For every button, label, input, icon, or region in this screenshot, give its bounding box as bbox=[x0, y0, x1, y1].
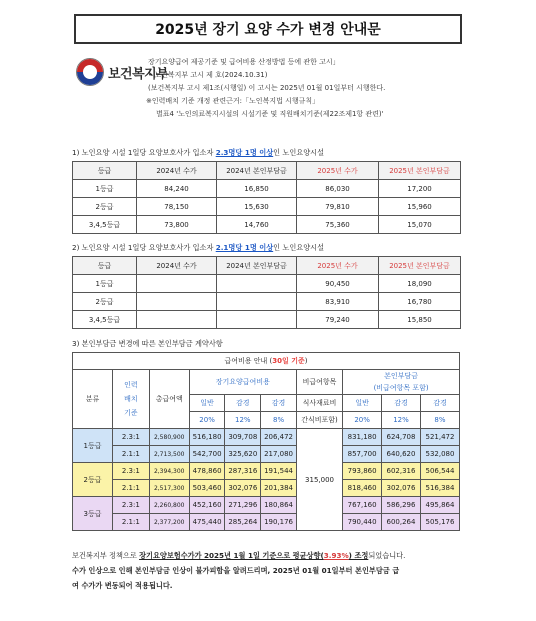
nonpay-value: 315,000 bbox=[296, 429, 342, 531]
footer-line1-b: 장기요양보험수가가 2025년 1월 1일 기준으로 평균상향( bbox=[139, 551, 324, 560]
header-2024-fee: 2024년 수가 bbox=[137, 257, 217, 275]
table-cell: 79,240 bbox=[297, 311, 379, 329]
section1-table bbox=[72, 161, 461, 234]
rate-cell: 8% bbox=[261, 412, 297, 429]
footer-line-1 bbox=[72, 548, 405, 563]
table-cell: 1등급 bbox=[73, 180, 137, 198]
table-header-row bbox=[73, 162, 461, 180]
grade-label: 3등급 bbox=[73, 497, 113, 531]
grade-label: 2등급 bbox=[73, 463, 113, 497]
table-cell: 505,176 bbox=[420, 514, 459, 531]
table-cell: 624,708 bbox=[382, 429, 421, 446]
table-row bbox=[73, 293, 461, 311]
notice-line-2: • 보건복지부 고시 제 호(2024.10.31) bbox=[148, 71, 268, 79]
section2-highlight: 2.1명당 1명 이상 bbox=[215, 243, 274, 252]
header-staff-ratio bbox=[112, 370, 149, 429]
table-cell: 793,860 bbox=[343, 463, 382, 480]
table-cell: 475,440 bbox=[189, 514, 225, 531]
rate-cell: 8% bbox=[420, 412, 459, 429]
table-row bbox=[73, 480, 460, 497]
notice-line-1: 장기요양급여 제공기준 및 급여비용 산정방법 등에 관한 고시」 bbox=[148, 58, 340, 66]
table-header-row bbox=[73, 257, 461, 275]
footer-text bbox=[72, 548, 405, 593]
table-cell: 3,4,5등급 bbox=[73, 311, 137, 329]
table-cell: 2.3:1 bbox=[112, 497, 149, 514]
table-row bbox=[73, 497, 460, 514]
header-2025-fee: 2025년 수가 bbox=[297, 162, 379, 180]
table-cell: 2.1:1 bbox=[112, 514, 149, 531]
table-cell: 15,070 bbox=[379, 216, 461, 234]
section2-table bbox=[72, 256, 461, 329]
table-cell: 15,630 bbox=[217, 198, 297, 216]
table-row bbox=[73, 180, 461, 198]
table-row bbox=[73, 311, 461, 329]
page-title-text: 2025년 장기 요양 수가 변경 안내문 bbox=[155, 22, 381, 38]
table-cell: 75,360 bbox=[297, 216, 379, 234]
table-row bbox=[73, 463, 460, 480]
table-cell: 2,713,500 bbox=[149, 446, 189, 463]
table-cell bbox=[217, 275, 297, 293]
section1-prefix: 1) 노인요양 시설 1일당 요양보호사가 입소자 bbox=[72, 148, 216, 157]
table-cell: 2,260,800 bbox=[149, 497, 189, 514]
header-total: 총급여액 bbox=[149, 370, 189, 429]
section2-suffix: 인 노인요양시설 bbox=[273, 243, 325, 252]
table-row bbox=[73, 429, 460, 446]
table-cell: 15,850 bbox=[379, 311, 461, 329]
table-cell: 217,080 bbox=[261, 446, 297, 463]
header-copay-sub: (비급여항목 포함) bbox=[373, 384, 429, 392]
table-cell bbox=[217, 293, 297, 311]
table-cell: 532,080 bbox=[420, 446, 459, 463]
table-cell: 14,760 bbox=[217, 216, 297, 234]
rate-cell: 12% bbox=[382, 412, 421, 429]
table-cell: 542,700 bbox=[189, 446, 225, 463]
table-cell: 767,160 bbox=[343, 497, 382, 514]
page-title bbox=[74, 14, 462, 44]
table-cell: 16,780 bbox=[379, 293, 461, 311]
table-cell: 201,384 bbox=[261, 480, 297, 497]
table-cell: 83,910 bbox=[297, 293, 379, 311]
table-cell: 271,296 bbox=[225, 497, 261, 514]
header-2024-fee: 2024년 수가 bbox=[137, 162, 217, 180]
table-cell: 586,296 bbox=[382, 497, 421, 514]
table-cell: 516,384 bbox=[420, 480, 459, 497]
rate-cell: 20% bbox=[343, 412, 382, 429]
section2-prefix: 2) 노인요양 시설 1일당 요양보호사가 입소자 bbox=[72, 243, 216, 252]
table-cell: 831,180 bbox=[343, 429, 382, 446]
table-cell: 516,180 bbox=[189, 429, 225, 446]
header-2025-fee: 2025년 수가 bbox=[297, 257, 379, 275]
table-cell bbox=[137, 293, 217, 311]
notice-line-3: (보건복지부 고시 제1조(시행일) 이 고시는 2025년 01월 01일부터 시행한다. bbox=[148, 84, 386, 92]
header-2025-copay: 2025년 본인부담금 bbox=[379, 257, 461, 275]
table-cell: 2,580,900 bbox=[149, 429, 189, 446]
footer-line1-pct: 3.93% bbox=[323, 551, 349, 560]
header-2024-copay: 2024년 본인부담금 bbox=[217, 257, 297, 275]
table-cell: 190,176 bbox=[261, 514, 297, 531]
table-cell: 640,620 bbox=[382, 446, 421, 463]
header-copay bbox=[343, 370, 460, 395]
footer-line-3: 여 수가가 변동되어 적용됩니다. bbox=[72, 581, 173, 590]
table-cell: 452,160 bbox=[189, 497, 225, 514]
table-cell: 84,240 bbox=[137, 180, 217, 198]
table-cell: 90,450 bbox=[297, 275, 379, 293]
subheader-general: 일반 bbox=[343, 395, 382, 412]
table-title-row bbox=[73, 353, 460, 370]
subheader-meal: 식사재료비 bbox=[296, 395, 342, 412]
table-cell: 309,708 bbox=[225, 429, 261, 446]
table-cell: 302,076 bbox=[225, 480, 261, 497]
table-cell: 506,544 bbox=[420, 463, 459, 480]
table-cell: 790,440 bbox=[343, 514, 382, 531]
section1-suffix: 인 노인요양시설 bbox=[273, 148, 325, 157]
subheader-reduced: 감경 bbox=[420, 395, 459, 412]
notice-block bbox=[148, 56, 385, 121]
header-2024-copay: 2024년 본인부담금 bbox=[217, 162, 297, 180]
table-cell: 495,864 bbox=[420, 497, 459, 514]
table-cell: 503,460 bbox=[189, 480, 225, 497]
subheader-reduced: 감경 bbox=[225, 395, 261, 412]
table-cell bbox=[137, 311, 217, 329]
table-title-text: 급여비용 안내 ( bbox=[224, 357, 273, 365]
table-cell: 602,316 bbox=[382, 463, 421, 480]
notice-line-4: ※인력배치 기준 개정 관련근거:「노인복지법 시행규칙」 bbox=[146, 97, 320, 105]
header-2025-copay: 2025년 본인부담금 bbox=[379, 162, 461, 180]
table-cell: 325,620 bbox=[225, 446, 261, 463]
table-cell: 78,150 bbox=[137, 198, 217, 216]
table-cell: 478,860 bbox=[189, 463, 225, 480]
table-cell: 2,394,300 bbox=[149, 463, 189, 480]
table-cell: 206,472 bbox=[261, 429, 297, 446]
table-row bbox=[73, 198, 461, 216]
table-title-highlight: 30일 기준 bbox=[272, 357, 305, 365]
header-nonpay: 비급여항목 bbox=[296, 370, 342, 395]
table-cell: 15,960 bbox=[379, 198, 461, 216]
table-cell: 521,472 bbox=[420, 429, 459, 446]
table-cell: 180,864 bbox=[261, 497, 297, 514]
table-cell bbox=[137, 275, 217, 293]
table-cell bbox=[217, 311, 297, 329]
rate-cell: 12% bbox=[225, 412, 261, 429]
table-cell: 287,316 bbox=[225, 463, 261, 480]
section1-highlight: 2.3명당 1명 이상 bbox=[215, 148, 274, 157]
table-cell: 17,200 bbox=[379, 180, 461, 198]
table-cell: 2,517,300 bbox=[149, 480, 189, 497]
footer-line1-c: ) 조정 bbox=[348, 551, 369, 560]
table-cell: 2.3:1 bbox=[112, 463, 149, 480]
taeguk-icon bbox=[76, 58, 104, 86]
table-cell: 285,264 bbox=[225, 514, 261, 531]
section2-heading bbox=[72, 243, 324, 253]
table-cell: 600,264 bbox=[382, 514, 421, 531]
table-row bbox=[73, 216, 461, 234]
notice-line-5: 별표4 '노인의료복지시설의 시설기준 및 직원배치기준(제22조제1항 관련)' bbox=[156, 110, 384, 118]
section3-table bbox=[72, 352, 460, 531]
subheader-reduced: 감경 bbox=[261, 395, 297, 412]
header-grade: 등급 bbox=[73, 162, 137, 180]
table-cell: 18,090 bbox=[379, 275, 461, 293]
table-cell: 2.3:1 bbox=[112, 429, 149, 446]
table-header-row bbox=[73, 370, 460, 395]
table-cell: 2등급 bbox=[73, 198, 137, 216]
section3-heading: 3) 본인부담금 변경에 따른 본인부담금 계약사항 bbox=[72, 339, 223, 348]
table-cell: 191,544 bbox=[261, 463, 297, 480]
rate-cell: 간식비포함) bbox=[296, 412, 342, 429]
table-cell: 16,850 bbox=[217, 180, 297, 198]
table-cell: 2등급 bbox=[73, 293, 137, 311]
table-row bbox=[73, 446, 460, 463]
table-cell: 2,377,200 bbox=[149, 514, 189, 531]
header-copay-text: 본인부담금 bbox=[384, 372, 418, 380]
table-cell: 302,076 bbox=[382, 480, 421, 497]
logo-text: 보건복지부 bbox=[108, 66, 169, 82]
table-cell: 2.1:1 bbox=[112, 480, 149, 497]
subheader-reduced: 감경 bbox=[382, 395, 421, 412]
grade-label: 1등급 bbox=[73, 429, 113, 463]
rate-cell: 20% bbox=[189, 412, 225, 429]
header-staff-ratio-text: 인력 배치 기준 bbox=[124, 381, 138, 417]
section1-heading bbox=[72, 148, 324, 158]
footer-line1-d: 되었습니다. bbox=[368, 551, 406, 560]
table-cell: 857,700 bbox=[343, 446, 382, 463]
table-title bbox=[73, 353, 460, 370]
table-cell: 818,460 bbox=[343, 480, 382, 497]
table-row bbox=[73, 275, 461, 293]
table-cell: 1등급 bbox=[73, 275, 137, 293]
table-title-end: ) bbox=[304, 357, 308, 365]
subheader-general: 일반 bbox=[189, 395, 225, 412]
table-cell: 3,4,5등급 bbox=[73, 216, 137, 234]
table-cell: 2.1:1 bbox=[112, 446, 149, 463]
footer-line-2: 수가 인상으로 인해 본인부담금 인상이 불가피함을 알려드리며, 2025년 01월 01일부터 본인부담금 급 bbox=[72, 566, 400, 575]
header-ltc-cost: 장기요양급여비용 bbox=[189, 370, 296, 395]
header-grade: 분류 bbox=[73, 370, 113, 429]
footer-line1-a: 보건복지부 정책으로 bbox=[72, 551, 140, 560]
table-cell: 79,810 bbox=[297, 198, 379, 216]
table-row bbox=[73, 514, 460, 531]
table-cell: 73,800 bbox=[137, 216, 217, 234]
header-grade: 등급 bbox=[73, 257, 137, 275]
table-cell: 86,030 bbox=[297, 180, 379, 198]
